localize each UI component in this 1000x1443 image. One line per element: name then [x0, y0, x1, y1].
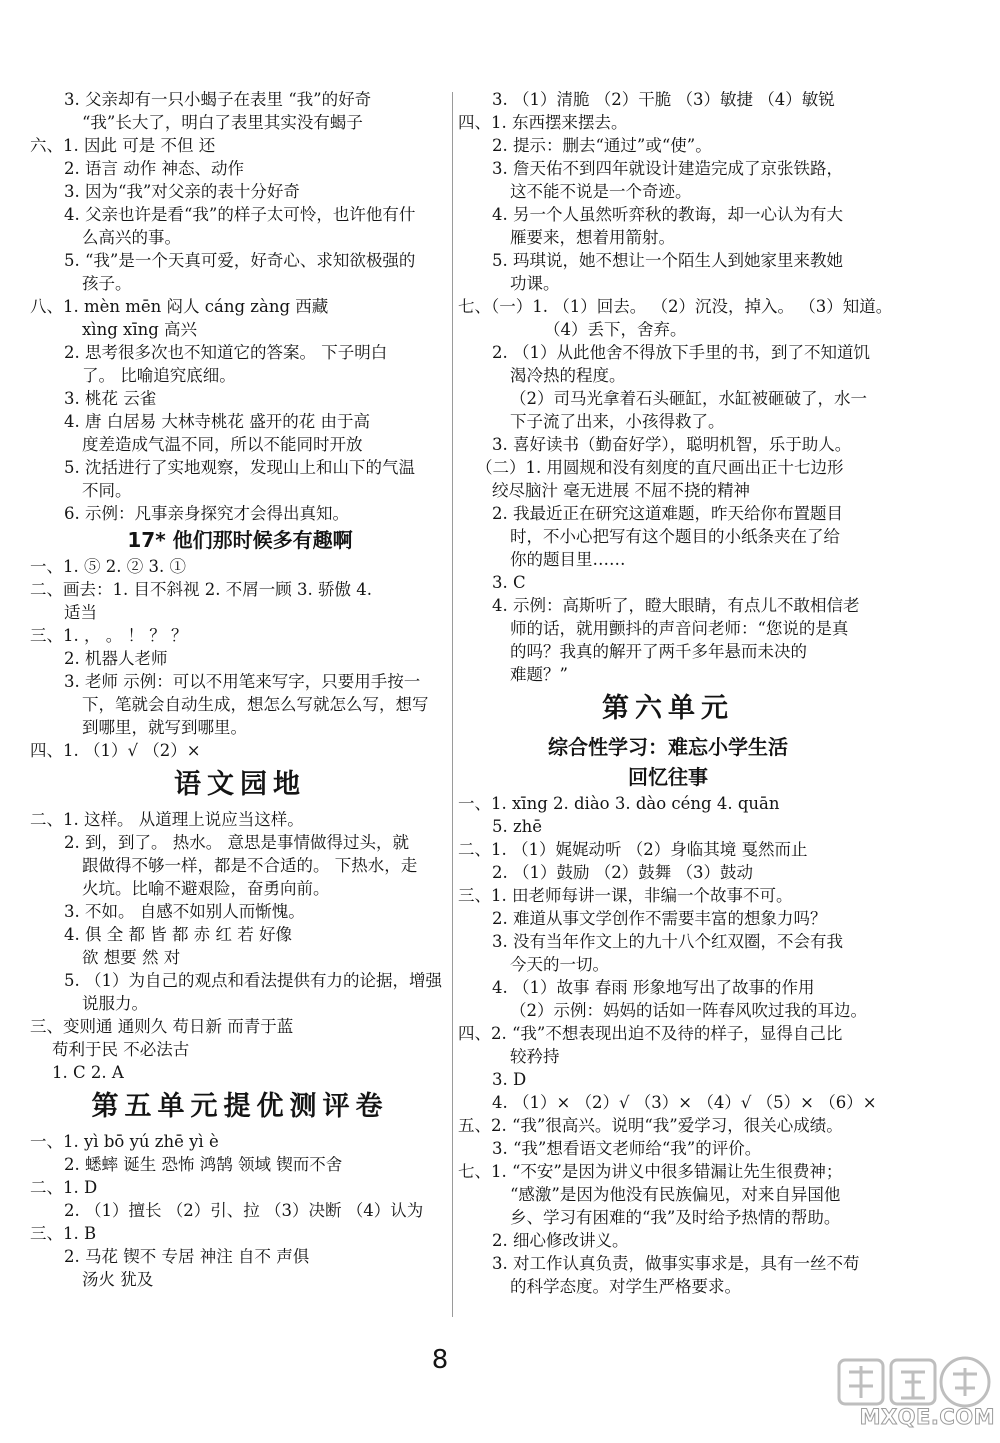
- left-answer-line: 了。 比喻追究底细。: [82, 366, 236, 385]
- left-answer-line: 5. “我”是一个天真可爱，好奇心、求知欲极强的: [64, 251, 416, 270]
- left-answer-line: 二、1. D: [30, 1178, 98, 1197]
- left-answer-line: 6. 示例：凡事亲身探究才会得出真知。: [64, 504, 349, 523]
- right-answer-line: 3. D: [492, 1070, 527, 1089]
- right-answer-line: “感激”是因为他没有民族偏见，对来自异国他: [510, 1185, 841, 1204]
- right-answer-line: 今天的一切。: [510, 955, 609, 974]
- right-answer-line: 的科学态度。对学生严格要求。: [510, 1277, 741, 1296]
- left-answer-line: xìng xīng 高兴: [82, 320, 198, 339]
- left-answer-line: 到哪里，就写到哪里。: [82, 718, 247, 737]
- left-answer-line: 4. 唐 白居易 大林寺桃花 盛开的花 由于高: [64, 412, 370, 431]
- right-answer-line: 三、1. 田老师每讲一课，非编一个故事不可。: [458, 886, 793, 905]
- right-answer-line: （二）1. 用圆规和没有刻度的直尺画出正十七边形: [476, 458, 844, 477]
- right-answer-column: [458, 88, 893, 1298]
- left-answer-line: 度差造成气温不同，所以不能同时开放: [82, 435, 363, 454]
- left-answer-line: 跟做得不够一样，都是不合适的。 下热水，走: [82, 856, 418, 875]
- section-heading: 第五单元提优测评卷: [91, 1091, 389, 1122]
- left-answer-line: 欲 想要 然 对: [82, 948, 181, 967]
- lesson-heading: 17* 他们那时候多有趣啊: [127, 528, 353, 552]
- left-answer-line: 四、1. （1）√ （2）×: [30, 741, 201, 760]
- left-answer-line: 2. 机器人老师: [64, 649, 168, 668]
- right-answer-line: 5. zhē: [492, 817, 543, 836]
- right-answer-line: 2. （1）鼓励 （2）鼓舞 （3）鼓动: [492, 863, 753, 882]
- right-answer-line: 2. 提示：删去“通过”或“使”。: [492, 136, 712, 155]
- left-answer-line: 2. （1）擅长 （2）引、拉 （3）决断 （4）认为: [64, 1201, 424, 1220]
- left-answer-line: 三、1. B: [30, 1224, 97, 1243]
- right-answer-line: 3. 喜好读书（勤奋好学），聪明机智，乐于助人。: [492, 435, 852, 454]
- left-answer-line: 2. 思考很多次也不知道它的答案。 下子明白: [64, 343, 388, 362]
- left-answer-line: 一、1. ⑤ 2. ② 3. ①: [30, 557, 186, 576]
- page-number: 8: [431, 1345, 449, 1375]
- left-answer-line: 不同。: [82, 481, 132, 500]
- left-answer-line: 2. 马花 锲不 专居 神注 自不 声俱: [64, 1247, 310, 1266]
- right-answer-line: 4. （1）× （2）√ （3）× （4）√ （5）× （6）×: [492, 1093, 877, 1112]
- left-answer-line: 一、1. yì bō yú zhē yì è: [30, 1132, 219, 1151]
- left-answer-line: 3. 不如。 自感不如别人而惭愧。: [64, 902, 305, 921]
- left-answer-line: 适当: [64, 603, 97, 622]
- right-answer-line: 渴冷热的程度。: [510, 366, 626, 385]
- left-answer-line: 3. 桃花 云雀: [64, 389, 157, 408]
- right-answer-line: 二、1. （1）娓娓动听 （2）身临其境 戛然而止: [458, 840, 808, 859]
- right-answer-line: 四、1. 东西摆来摆去。: [458, 113, 628, 132]
- right-answer-line: 2. 我最近正在研究这道难题，昨天给你布置题目: [492, 504, 843, 523]
- right-answer-line: 这不能不说是一个奇迹。: [510, 182, 692, 201]
- left-answer-line: 4. 俱 全 都 皆 都 赤 红 若 好像: [64, 925, 292, 944]
- right-answer-line: 五、2. “我”很高兴。说明“我”爱学习，很关心成绩。: [458, 1116, 843, 1135]
- right-answer-line: 3. 对工作认真负责，做事实事求是，具有一丝不苟: [492, 1254, 860, 1273]
- right-answer-line: 4. 示例：高斯听了，瞪大眼睛，有点儿不敢相信老: [492, 596, 860, 615]
- left-answer-line: 4. 父亲也许是看“我”的样子太可怜，也许他有什: [64, 205, 416, 224]
- left-answer-line: 八、1. mèn mēn 闷人 cáng zàng 西藏: [30, 297, 329, 316]
- section-subheading: 回忆往事: [628, 765, 708, 789]
- left-answer-line: 说服力。: [82, 994, 148, 1013]
- left-answer-line: 六、1. 因此 可是 不但 还: [30, 136, 216, 155]
- right-answer-line: 七、1. “不安”是因为讲义中很多错漏让先生很费神；: [458, 1162, 843, 1181]
- right-answer-line: 4. 另一个人虽然听弈秋的教诲，却一心认为有大: [492, 205, 843, 224]
- right-answer-line: 5. 玛琪说，她不想让一个陌生人到她家里来教她: [492, 251, 843, 270]
- column-divider: [452, 92, 453, 1317]
- right-answer-line: 绞尽脑汁 毫无进展 不屈不挠的精神: [492, 481, 750, 500]
- right-answer-line: 难题？”: [510, 665, 568, 684]
- right-answer-line: 较矜持: [510, 1047, 560, 1066]
- left-answer-line: 5. 沈括进行了实地观察，发现山上和山下的气温: [64, 458, 415, 477]
- left-answer-line: “我”长大了，明白了表里其实没有蝎子: [82, 113, 363, 132]
- right-answer-line: 乡、学习有困难的“我”及时给予热情的帮助。: [510, 1208, 841, 1227]
- left-answer-line: 火坑。比喻不避艰险，奋勇向前。: [82, 879, 330, 898]
- right-answer-line: 下子流了出来，小孩得救了。: [510, 412, 725, 431]
- left-answer-line: 汤火 犹及: [82, 1270, 154, 1289]
- left-answer-line: 孩子。: [82, 274, 132, 293]
- right-answer-line: 3. C: [492, 573, 526, 592]
- left-answer-line: 1. C 2. A: [52, 1063, 124, 1082]
- left-answer-line: 二、画去：1. 目不斜视 2. 不屑一顾 3. 骄傲 4.: [30, 580, 372, 599]
- left-answer-line: 二、1. 这样。 从道理上说应当这样。: [30, 810, 304, 829]
- right-answer-line: 功课。: [510, 274, 560, 293]
- left-answer-line: 三、变则通 通则久 苟日新 而青于蓝: [30, 1017, 294, 1036]
- right-answer-line: 的吗？我真的解开了两千多年悬而未决的: [510, 642, 807, 661]
- right-answer-line: （4）丢下，舍弃。: [544, 320, 687, 339]
- left-answer-line: 下，笔就会自动生成，想怎么写就怎么写，想写: [82, 695, 429, 714]
- right-answer-line: 4. （1）故事 春雨 形象地写出了故事的作用: [492, 978, 815, 997]
- right-answer-line: 3. 没有当年作文上的九十八个红双圈，不会有我: [492, 932, 843, 951]
- left-answer-line: 5. （1）为自己的观点和看法提供有力的论据，增强: [64, 971, 442, 990]
- right-answer-line: 一、1. xīng 2. diào 3. dào céng 4. quān: [458, 794, 780, 813]
- watermark-site-text: MXQE.COM: [859, 1405, 995, 1429]
- left-answer-line: 3. 父亲却有一只小蝎子在表里 “我”的好奇: [64, 90, 372, 109]
- right-answer-line: 2. 难道从事文学创作不需要丰富的想象力吗？: [492, 909, 827, 928]
- left-answer-line: 苟利于民 不必法古: [52, 1040, 190, 1059]
- right-answer-line: 2. （1）从此他舍不得放下手里的书，到了不知道饥: [492, 343, 870, 362]
- right-answer-line: 雁要来，想着用箭射。: [510, 228, 675, 247]
- left-answer-line: 三、1. ， 。 ！ ？ ？: [30, 626, 188, 645]
- left-answer-column: [30, 88, 450, 1291]
- right-answer-line: （2）示例：妈妈的话如一阵春风吹过我的耳边。: [510, 1001, 867, 1020]
- right-answer-line: （2）司马光拿着石头砸缸，水缸被砸破了，水一: [510, 389, 867, 408]
- left-answer-line: 2. 语言 动作 神态、动作: [64, 159, 244, 178]
- left-answer-line: 2. 蟋蟀 诞生 恐怖 鸿鹄 领域 锲而不舍: [64, 1155, 343, 1174]
- right-answer-line: 3. 詹天佑不到四年就设计建造完成了京张铁路，: [492, 159, 843, 178]
- left-answer-line: 3. 因为“我”对父亲的表十分好奇: [64, 182, 300, 201]
- right-answer-line: 七、（一）1. （1）回去。 （2）沉没，掉入。 （3）知道。: [458, 297, 893, 316]
- left-answer-line: 2. 到，到了。 热水。 意思是事情做得过头，就: [64, 833, 409, 852]
- section-heading: 第六单元: [602, 693, 734, 724]
- right-answer-line: 3. （1）清脆 （2）干脆 （3）敏捷 （4）敏锐: [492, 90, 835, 109]
- left-answer-line: 么高兴的事。: [82, 228, 181, 247]
- right-answer-line: 3. “我”想看语文老师给“我”的评价。: [492, 1139, 762, 1158]
- right-answer-line: 时，不小心把写有这个题目的小纸条夹在了给: [510, 527, 840, 546]
- right-answer-line: 你的题目里……: [510, 550, 626, 569]
- right-answer-line: 2. 细心修改讲义。: [492, 1231, 629, 1250]
- right-answer-line: 四、2. “我”不想表现出迫不及待的样子，显得自己比: [458, 1024, 843, 1043]
- section-heading: 语文园地: [174, 769, 306, 800]
- section-subheading: 综合性学习：难忘小学生活: [548, 735, 788, 759]
- left-answer-line: 3. 老师 示例：可以不用笔来写字，只要用手按一: [64, 672, 421, 691]
- right-answer-line: 师的话，就用颤抖的声音问老师：“您说的是真: [510, 619, 849, 638]
